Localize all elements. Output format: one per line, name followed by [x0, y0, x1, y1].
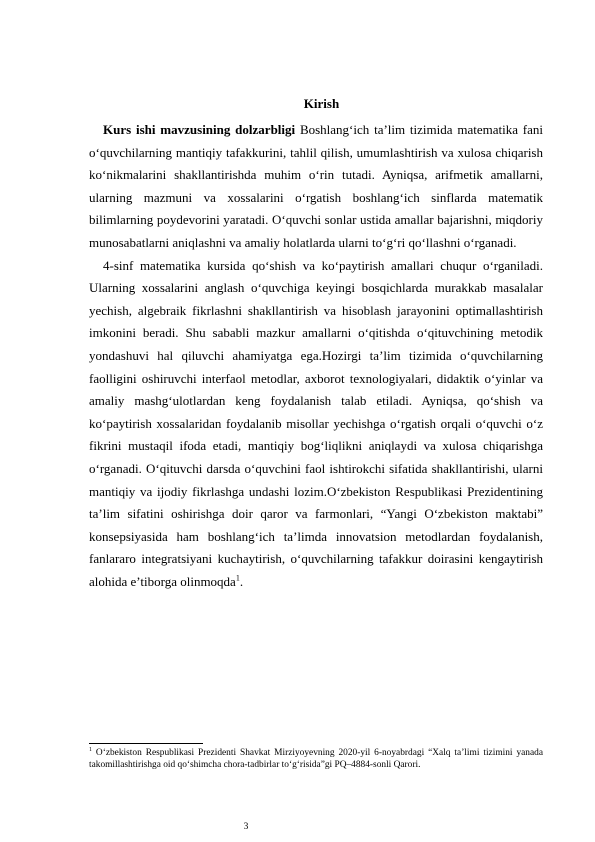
relevance-lead: Kurs ishi mavzusining dolzarbligi	[103, 122, 296, 137]
paragraph-relevance	[89, 119, 543, 255]
footnote-marker: 1	[89, 746, 92, 753]
relevance-text: Boshlang‘ich ta’lim tizimida matematika fani o‘quvchilarning mantiqiy tafakkurini, tahlil qilish, umumlashtirish va xulosa chiqarish ko‘nikmalarini shakllantirishda muhim o‘rin tutadi. Ayniqsa, arifmetik amallarni, ularning mazmuni va xossalarini o‘rgatish boshlang‘ich sinflarda matematik bilimlarning poydevorini yaratadi. O‘quvchi sonlar ustida amallar bajarishni, miqdoriy munosabatlarni aniqlashni va amaliy holatlarda ularni to‘g‘ri qo‘llashni o‘rganadi.	[89, 122, 544, 250]
footnote-text: O‘zbekiston Respublikasi Prezidenti Shavkat Mirziyoyevning 2020-yil 6-noyabrdagi “Xalq ta’limi tizimini yanada takomillashtirishga oid qo‘shimcha chora-tadbirlar to‘g‘risida”gi PQ–4884-sonli Qarori.	[89, 748, 543, 770]
page-number: 3	[243, 822, 249, 832]
grade4-text: 4-sinf matematika kursida qo‘shish va ko‘paytirish amallari chuqur o‘rganiladi. Ularning xossalarini anglash o‘quvchiga keyingi bosqichlarda murakkab masalalar yechish, algebraik fikrlashni shakllantirish va hisoblash jarayonini optimallashtirish imkonini beradi. Shu sababli mazkur amallarni o‘qitishda o‘qituvchining metodik yondashuvi hal qiluvchi ahamiyatga ega.Hozirgi ta’lim tizimida o‘quvchilarning faolligini oshiruvchi interfaol metodlar, axborot texnologiyalari, didaktik o‘yinlar va amaliy mashg‘ulotlardan keng foydalanish talab etiladi. Ayniqsa, qo‘shish va ko‘paytirish xossalaridan foydalanib misollar yechishga o‘rgatish orqali o‘quvchi o‘z fikrini mustaqil ifoda etadi, mantiqiy bog‘liqlikni aniqlaydi va xulosa chiqarishga o‘rganadi. O‘qituvchi darsda o‘quvchini faol ishtirokchi sifatida shakllantirishi, ularni mantiqiy va ijodiy fikrlashga undashi lozim.O‘zbekiston Respublikasi Prezidentining ta’lim sifatini oshirishga doir qaror va farmonlari, “Yangi O‘zbekiston maktabi” konsepsiyasida ham boshlang‘ich ta’limda innovatsion metodlardan foydalanish, fanlararo integratsiyani kuchaytirish, o‘quvchilarning tafakkur doirasini kengaytirish alohida e’tiborga olinmoqda	[89, 257, 543, 589]
footnote	[89, 748, 543, 771]
paragraph-end: .	[239, 573, 244, 589]
footnote-separator	[89, 743, 203, 744]
body-text	[89, 119, 543, 593]
section-heading: Kirish	[303, 96, 340, 111]
paragraph-grade4	[89, 255, 543, 594]
footnote-reference[interactable]: 1	[235, 573, 240, 583]
